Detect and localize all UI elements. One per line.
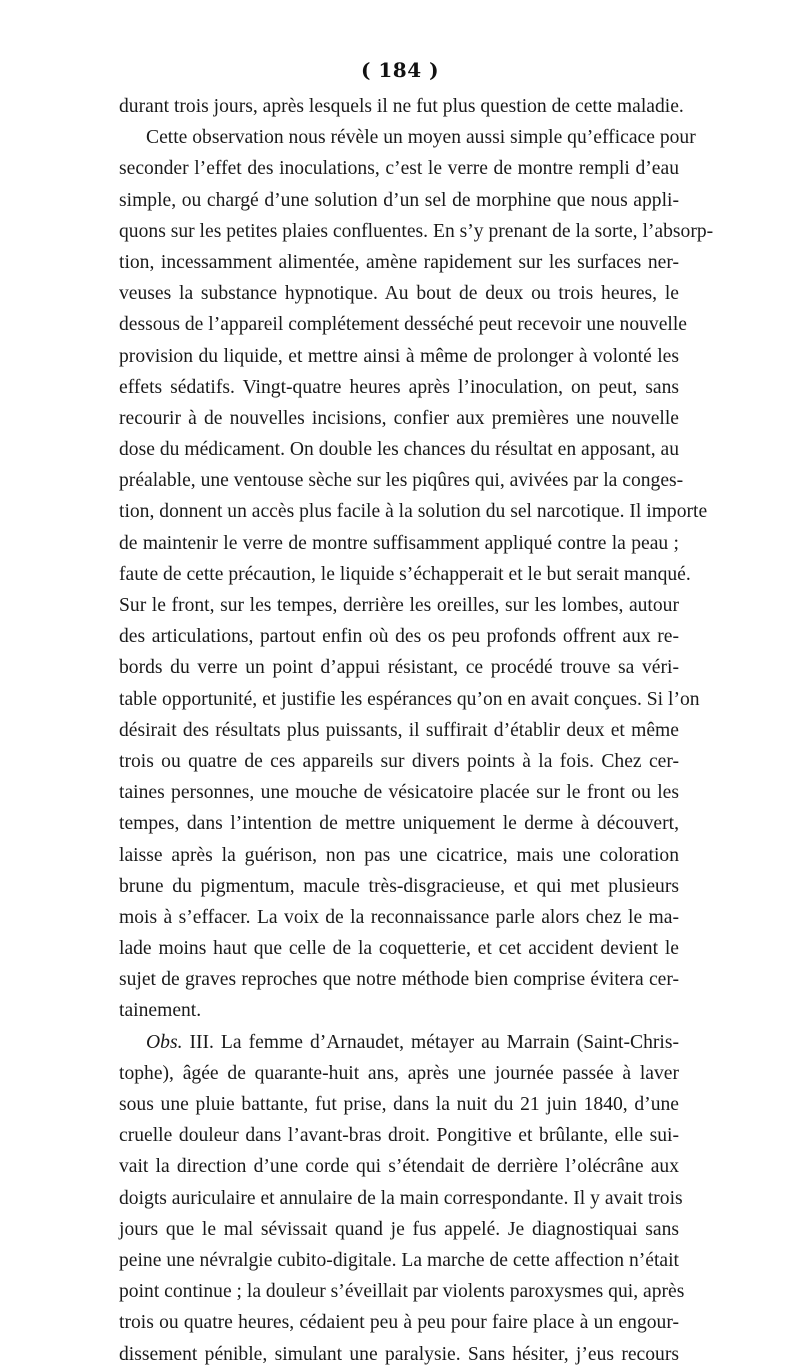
- line-text: sujet de graves reproches que notre méthode bien comprise évitera cer-: [119, 969, 679, 991]
- line-text: recourir à de nouvelles incisions, confier aux premières une nouvelle: [119, 407, 679, 429]
- text-line: [119, 185, 679, 216]
- text-line: [119, 309, 687, 340]
- text-line: [119, 91, 684, 122]
- text-line: [119, 153, 679, 184]
- text-line: [119, 341, 679, 372]
- text-line: [119, 1307, 679, 1338]
- text-line: [119, 933, 679, 964]
- text-line: [119, 995, 679, 1026]
- text-line: [119, 840, 679, 871]
- line-text: dessous de l’appareil complétement desséché peut recevoir une nouvelle: [119, 314, 687, 336]
- line-text: dose du médicament. On double les chances du résultat en apposant, au: [119, 439, 679, 461]
- text-line: [119, 964, 679, 995]
- line-text: tempes, dans l’intention de mettre uniquement le derme à découvert,: [119, 813, 679, 835]
- text-line: [119, 715, 679, 746]
- line-text: tainement.: [119, 1000, 202, 1022]
- line-text: taines personnes, une mouche de vésicatoire placée sur le front ou les: [119, 782, 679, 804]
- line-text: trois ou quatre heures, cédaient peu à peu pour faire place à un engour-: [119, 1312, 679, 1334]
- line-text: simple, ou chargé d’une solution d’un sel de morphine que nous appli-: [119, 189, 679, 211]
- line-text: tion, donnent un accès plus facile à la solution du sel narcotique. Il importe: [119, 501, 708, 523]
- body-text: [119, 91, 714, 1370]
- line-text: quons sur les petites plaies confluentes. En s’y prenant de la sorte, l’absorp-: [119, 220, 714, 242]
- text-line: [119, 684, 700, 715]
- line-text: laisse après la guérison, non pas une cicatrice, mais une coloration: [119, 844, 679, 866]
- line-text: Cette observation nous révèle un moyen aussi simple qu’efficace pour: [146, 127, 696, 149]
- line-text: seconder l’effet des inoculations, c’est le verre de montre rempli d’eau: [119, 158, 679, 180]
- line-text: préalable, une ventouse sèche sur les piqûres qui, avivées par la conges-: [119, 470, 684, 492]
- line-text: faute de cette précaution, le liquide s’échapperait et le but serait manqué.: [119, 563, 691, 585]
- text-line: [119, 559, 691, 590]
- line-text: trois ou quatre de ces appareils sur divers points à la fois. Chez cer-: [119, 750, 679, 772]
- line-text: bords du verre un point d’appui résistant, ce procédé trouve sa véri-: [119, 657, 679, 679]
- line-text: tion, incessamment alimentée, amène rapidement sur les surfaces ner-: [119, 251, 679, 273]
- observation-label: Obs.: [146, 1031, 183, 1053]
- text-line: [119, 808, 679, 839]
- line-text: tophe), âgée de quarante-huit ans, après une journée passée à laver: [119, 1062, 679, 1084]
- text-line: [119, 1151, 679, 1182]
- line-text: lade moins haut que celle de la coquetterie, et cet accident devient le: [119, 938, 679, 960]
- line-text: vait la direction d’une corde qui s’étendait de derrière l’olécrâne aux: [119, 1156, 679, 1178]
- text-line: [119, 528, 679, 559]
- line-text: des articulations, partout enfin où des os peu profonds offrent aux re-: [119, 626, 679, 648]
- text-line: [119, 1120, 679, 1151]
- text-line: [119, 216, 714, 247]
- line-text: sous une pluie battante, fut prise, dans la nuit du 21 juin 1840, d’une: [119, 1094, 679, 1115]
- text-line: [119, 278, 679, 309]
- line-text: point continue ; la douleur s’éveillait par violents paroxysmes qui, après: [119, 1281, 685, 1303]
- text-line: [119, 1214, 679, 1245]
- text-line: [119, 403, 679, 434]
- line-text: Sur le front, sur les tempes, derrière les oreilles, sur les lombes, autour: [119, 595, 679, 616]
- text-line: [119, 496, 708, 527]
- text-line: [119, 652, 679, 683]
- line-text: de maintenir le verre de montre suffisamment appliqué contre la peau ;: [119, 532, 679, 554]
- line-text: provision du liquide, et mettre ainsi à même de prolonger à volonté les: [119, 345, 679, 367]
- text-line: [119, 1183, 683, 1214]
- text-line: [119, 372, 679, 403]
- text-line: [119, 1089, 679, 1120]
- line-text: désirait des résultats plus puissants, il suffirait d’établir deux et même: [119, 719, 679, 741]
- text-line: [119, 1058, 679, 1089]
- line-text: doigts auriculaire et annulaire de la main correspondante. Il y avait trois: [119, 1187, 683, 1209]
- page-number: ( 184 ): [360, 58, 440, 82]
- line-text: table opportunité, et justifie les espérances qu’on en avait conçues. Si l’on: [119, 688, 700, 710]
- line-text: mois à s’effacer. La voix de la reconnaissance parle alors chez le ma-: [119, 906, 679, 928]
- text-line: [119, 590, 679, 621]
- line-text: brune du pigmentum, macule très-disgracieuse, et qui met plusieurs: [119, 875, 679, 897]
- text-line: [119, 122, 696, 153]
- text-line: [119, 434, 679, 465]
- text-line: [119, 1339, 679, 1370]
- line-text: veuses la substance hypnotique. Au bout de deux ou trois heures, le: [119, 283, 679, 305]
- line-text: dissement pénible, simulant une paralysie. Sans hésiter, j’eus recours: [119, 1343, 679, 1365]
- line-text: effets sédatifs. Vingt-quatre heures après l’inoculation, on peut, sans: [119, 376, 679, 398]
- line-text: peine une névralgie cubito-digitale. La marche de cette affection n’était: [119, 1249, 679, 1271]
- line-text: jours que le mal sévissait quand je fus appelé. Je diagnostiquai sans: [119, 1218, 679, 1240]
- text-line: [119, 1027, 679, 1058]
- line-text: durant trois jours, après lesquels il ne fut plus question de cette maladie.: [119, 96, 684, 117]
- text-line: [119, 902, 679, 933]
- text-line: [119, 1276, 685, 1307]
- text-line: [119, 465, 684, 496]
- text-line: [119, 621, 679, 652]
- text-line: [119, 871, 679, 902]
- text-line: [119, 777, 679, 808]
- line-text: III. La femme d’Arnaudet, métayer au Marrain (Saint-Chris-: [189, 1031, 679, 1053]
- line-text: cruelle douleur dans l’avant-bras droit. Pongitive et brûlante, elle sui-: [119, 1125, 679, 1147]
- text-line: [119, 746, 679, 777]
- text-line: [119, 247, 679, 278]
- text-line: [119, 1245, 679, 1276]
